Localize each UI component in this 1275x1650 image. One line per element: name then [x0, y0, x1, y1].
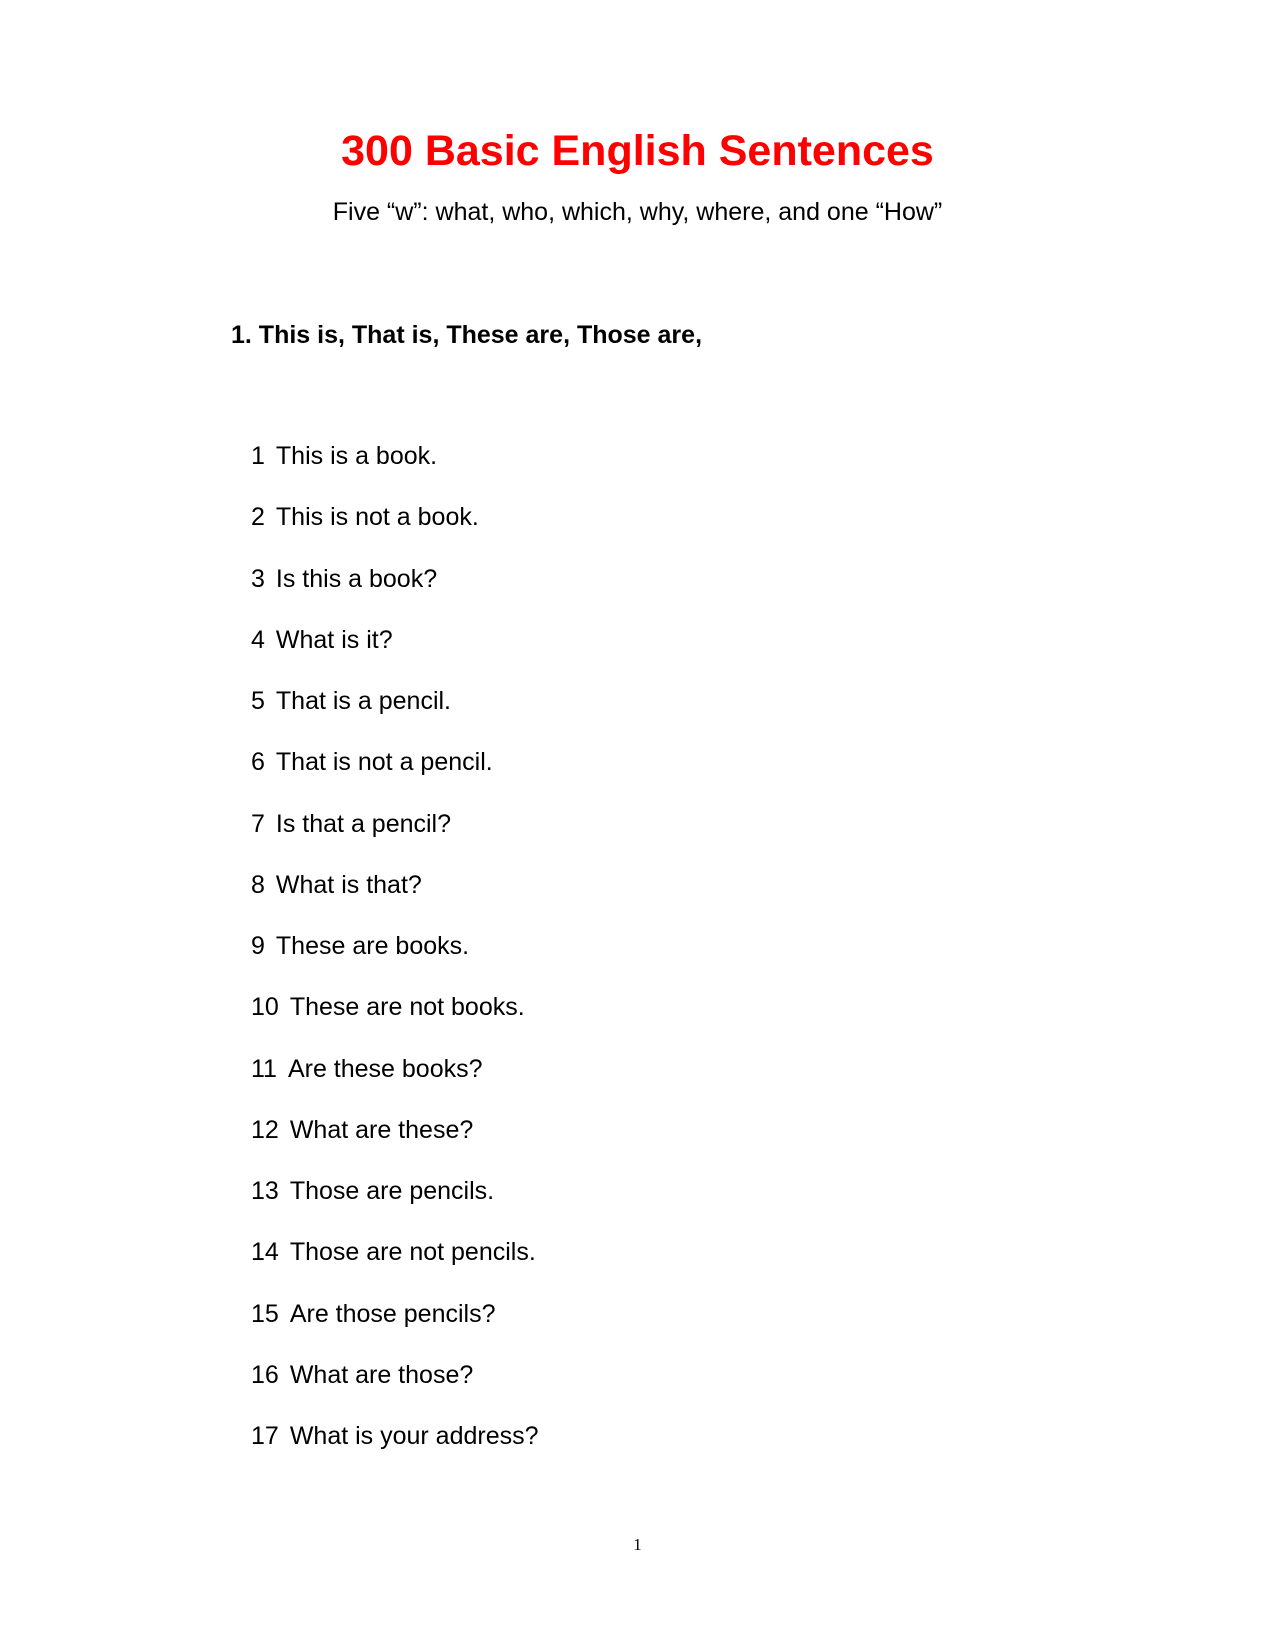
list-item — [251, 625, 539, 686]
sentence-number: 4 — [251, 625, 265, 654]
list-item — [251, 1115, 539, 1176]
sentence-text: What is it? — [275, 625, 393, 654]
list-item — [251, 1360, 539, 1421]
list-item — [251, 747, 539, 808]
sentence-number: 2 — [251, 503, 265, 532]
list-item — [251, 1054, 539, 1115]
list-item — [251, 1421, 539, 1482]
sentence-text: This is not a book. — [275, 503, 479, 532]
sentence-text: What is that? — [275, 870, 422, 899]
sentence-text: Those are pencils. — [289, 1177, 495, 1205]
list-item — [251, 1299, 539, 1360]
sentence-text: These are books. — [275, 932, 470, 960]
sentence-number: 1 — [251, 442, 265, 470]
sentence-number: 17 — [251, 1422, 279, 1450]
sentence-text: Are those pencils? — [289, 1299, 496, 1328]
list-item — [251, 992, 539, 1053]
list-item — [251, 809, 539, 870]
sentence-number: 3 — [251, 564, 265, 593]
sentence-number: 14 — [251, 1238, 279, 1267]
list-item — [251, 686, 539, 747]
page-title: 300 Basic English Sentences — [341, 127, 934, 175]
list-item — [251, 870, 539, 931]
page-number: 1 — [633, 1535, 642, 1554]
sentence-number: 11 — [251, 1054, 277, 1083]
sentence-number: 16 — [251, 1360, 279, 1389]
list-item — [251, 1237, 539, 1298]
sentence-number: 9 — [251, 932, 265, 960]
sentence-text: Is this a book? — [275, 564, 438, 593]
sentence-text: What are these? — [289, 1115, 474, 1144]
sentence-list — [251, 441, 539, 1482]
sentence-number: 7 — [251, 809, 265, 838]
sentence-text: That is not a pencil. — [275, 748, 493, 777]
sentence-text: Is that a pencil? — [275, 809, 452, 838]
list-item — [251, 441, 539, 502]
list-item — [251, 1176, 539, 1237]
sentence-number: 6 — [251, 748, 265, 777]
sentence-text: Are these books? — [287, 1054, 483, 1083]
sentence-text: What are those? — [289, 1360, 474, 1389]
sentence-text: Those are not pencils. — [289, 1238, 536, 1267]
sentence-number: 12 — [251, 1115, 279, 1144]
sentence-text: These are not books. — [289, 993, 525, 1022]
sentence-text: This is a book. — [275, 442, 438, 470]
list-item — [251, 502, 539, 563]
sentence-number: 13 — [251, 1177, 279, 1205]
page-subtitle: Five “w”: what, who, which, why, where, and one “How” — [332, 198, 943, 226]
sentence-number: 15 — [251, 1299, 279, 1328]
sentence-number: 10 — [251, 993, 279, 1022]
list-item — [251, 931, 539, 992]
sentence-number: 8 — [251, 870, 265, 899]
list-item — [251, 564, 539, 625]
sentence-text: What is your address? — [289, 1422, 539, 1450]
sentence-text: That is a pencil. — [275, 687, 451, 715]
sentence-number: 5 — [251, 687, 265, 715]
section-heading: 1. This is, That is, These are, Those are, — [231, 321, 703, 349]
